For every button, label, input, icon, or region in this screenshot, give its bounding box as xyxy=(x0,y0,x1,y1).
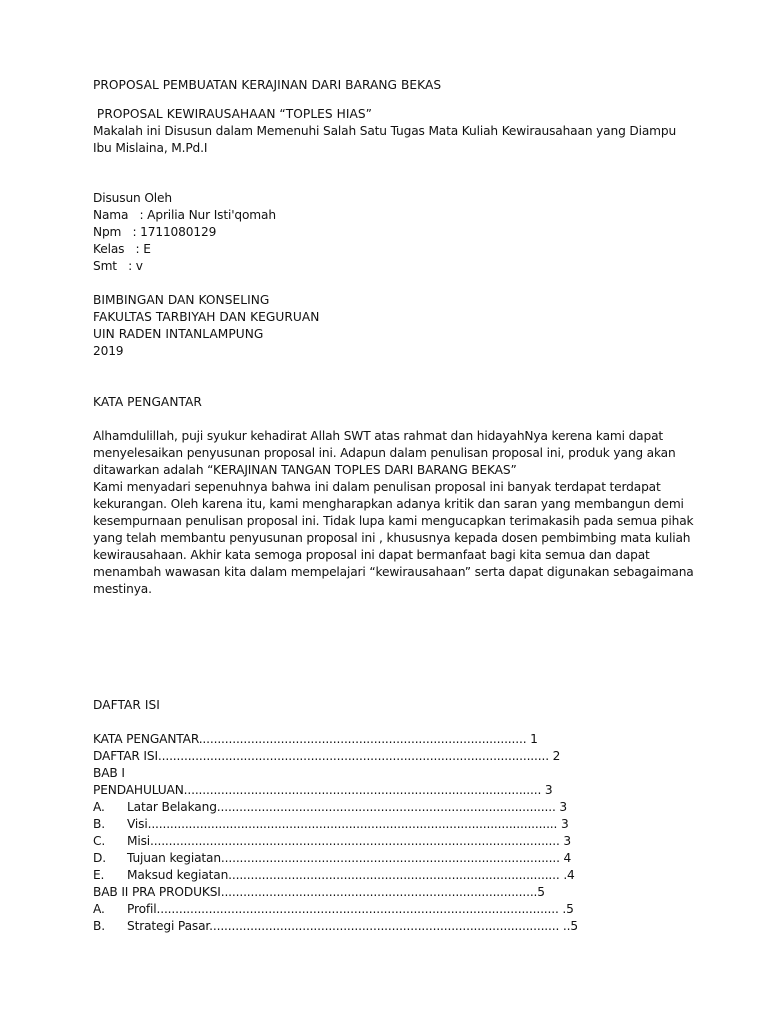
paragraph-line: menambah wawasan kita dalam mempelajari “kewirausahaan” serta dapat digunakan sebagaimana xyxy=(93,565,694,579)
toc-entry-number: D. xyxy=(93,851,106,865)
toc-entry-text: BAB II PRA PRODUKSI.....................................................................................5 xyxy=(93,885,545,899)
paragraph-line: kewirausahaan. Akhir kata semoga proposal ini dapat bermanfaat bagi kita semua dan dapat xyxy=(93,548,650,562)
daftar-isi-heading: DAFTAR ISI xyxy=(93,698,160,712)
toc-entry xyxy=(93,901,574,918)
toc-entry xyxy=(93,799,567,816)
toc-entry-number: C. xyxy=(93,834,106,848)
author-nama: Nama : Aprilia Nur Isti'qomah xyxy=(93,208,276,222)
institution-dept: BIMBINGAN DAN KONSELING xyxy=(93,293,270,307)
paragraph-line: menyelesaikan penyusunan proposal ini. Adapun dalam penulisan proposal ini, produk yang akan xyxy=(93,446,676,460)
toc-entry-text: Misi.............................................................................................................. 3 xyxy=(127,834,572,848)
document-subtitle: PROPOSAL KEWIRAUSAHAAN “TOPLES HIAS” xyxy=(93,107,373,121)
author-smt: Smt : v xyxy=(93,259,143,273)
toc-entry-text: Profil............................................................................................................ .5 xyxy=(127,902,574,916)
toc-entry-number: A. xyxy=(93,800,105,814)
toc-entry xyxy=(93,850,571,867)
author-npm: Npm : 1711080129 xyxy=(93,225,217,239)
kata-pengantar-heading: KATA PENGANTAR xyxy=(93,395,202,409)
toc-entry xyxy=(93,765,125,782)
toc-entry-text: BAB I xyxy=(93,766,125,780)
paragraph-line: mestinya. xyxy=(93,582,152,596)
toc-entry-text: Maksud kegiatan......................................................................................... .4 xyxy=(127,868,575,882)
toc-entry-number: B. xyxy=(93,817,105,831)
toc-entry-number: B. xyxy=(93,919,105,933)
toc-entry xyxy=(93,731,538,748)
toc-entry-text: Latar Belakang........................................................................................... 3 xyxy=(127,800,567,814)
toc-entry xyxy=(93,884,545,901)
toc-entry-text: Strategi Pasar.............................................................................................. ..5 xyxy=(127,919,578,933)
toc-entry-text: PENDAHULUAN................................................................................................ 3 xyxy=(93,783,553,797)
toc-entry xyxy=(93,748,560,765)
toc-entry-text: Visi.............................................................................................................. 3 xyxy=(127,817,569,831)
paragraph-line: kesempurnaan penulisan proposal ini. Tidak lupa kami mengucapkan terimakasih pada semua pihak xyxy=(93,514,694,528)
toc-entry xyxy=(93,833,571,850)
paragraph-line: Kami menyadari sepenuhnya bahwa ini dalam penulisan proposal ini banyak terdapat terdapat xyxy=(93,480,661,494)
paragraph-line: ditawarkan adalah “KERAJINAN TANGAN TOPLES DARI BARANG BEKAS” xyxy=(93,463,517,477)
institution-university: UIN RADEN INTANLAMPUNG xyxy=(93,327,264,341)
toc-entry xyxy=(93,782,553,799)
document-title: PROPOSAL PEMBUATAN KERAJINAN DARI BARANG BEKAS xyxy=(93,78,442,92)
paragraph-line: Alhamdulillah, puji syukur kehadirat Allah SWT atas rahmat dan hidayahNya kerena kami dapat xyxy=(93,429,664,443)
paragraph-line: yang telah membantu penyusunan proposal ini , khususnya kepada dosen pembimbing mata kuliah xyxy=(93,531,691,545)
institution-faculty: FAKULTAS TARBIYAH DAN KEGURUAN xyxy=(93,310,320,324)
institution-year: 2019 xyxy=(93,344,124,358)
toc-entry-number: E. xyxy=(93,868,105,882)
paragraph-line: kekurangan. Oleh karena itu, kami mengharapkan adanya kritik dan saran yang membangun demi xyxy=(93,497,684,511)
toc-entry-text: KATA PENGANTAR........................................................................................ 1 xyxy=(93,732,538,746)
toc-entry xyxy=(93,918,578,935)
purpose-line-1: Makalah ini Disusun dalam Memenuhi Salah Satu Tugas Mata Kuliah Kewirausahaan yang Diampu xyxy=(93,124,677,138)
author-kelas: Kelas : E xyxy=(93,242,151,256)
toc-entry-text: DAFTAR ISI......................................................................................................... 2 xyxy=(93,749,561,763)
author-heading: Disusun Oleh xyxy=(93,191,172,205)
toc-entry xyxy=(93,867,575,884)
toc-entry xyxy=(93,816,569,833)
purpose-line-2: Ibu Mislaina, M.Pd.I xyxy=(93,141,208,155)
toc-entry-text: Tujuan kegiatan........................................................................................... 4 xyxy=(127,851,572,865)
toc-entry-number: A. xyxy=(93,902,105,916)
